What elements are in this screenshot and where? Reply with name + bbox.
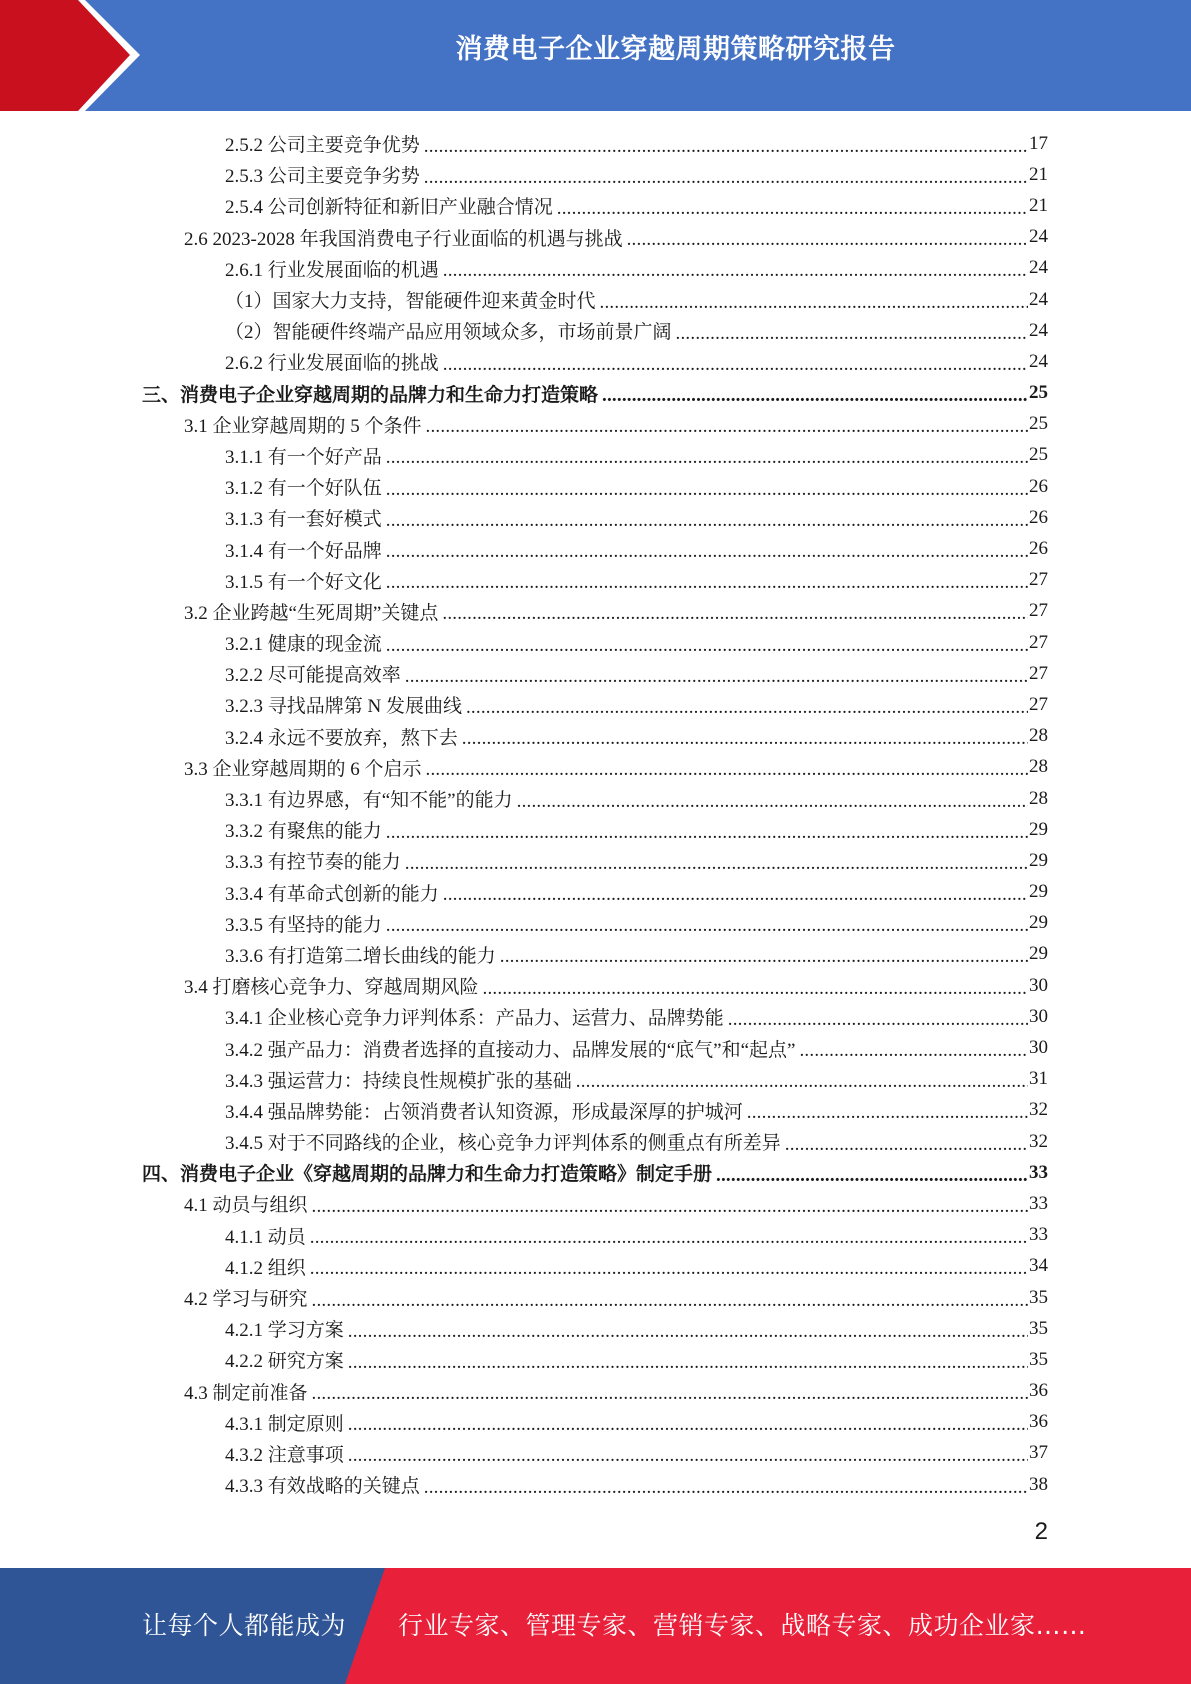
toc-entry-label: 3.3.3 有控节奏的能力 <box>225 852 401 874</box>
toc-entry[interactable] <box>0 1282 1191 1313</box>
toc-leader-dots <box>716 1165 1028 1187</box>
toc-entry-page: 21 <box>1029 194 1048 216</box>
toc-entry-page: 36 <box>1029 1411 1048 1433</box>
toc-leader-dots <box>500 946 1028 968</box>
toc-leader-dots <box>462 728 1028 750</box>
toc-entry-label: 3.3.5 有坚持的能力 <box>225 914 382 936</box>
toc-leader-dots <box>627 229 1028 251</box>
toc-entry[interactable] <box>0 533 1191 564</box>
toc-entry-label: 4.3.2 注意事项 <box>225 1444 344 1466</box>
toc-leader-dots <box>386 510 1028 532</box>
toc-entry-page: 28 <box>1029 725 1048 747</box>
toc-leader-dots <box>424 1477 1028 1499</box>
toc-entry-label: 4.1 动员与组织 <box>184 1195 308 1217</box>
toc-entry[interactable] <box>0 1438 1191 1469</box>
toc-entry-label: 3.3.2 有聚焦的能力 <box>225 821 382 843</box>
toc-entry-label: 2.5.3 公司主要竞争劣势 <box>225 166 420 188</box>
toc-entry-label: （2）智能硬件终端产品应用领域众多，市场前景广阔 <box>225 322 672 344</box>
toc-entry-page: 35 <box>1029 1286 1048 1308</box>
toc-entry-page: 21 <box>1029 163 1048 185</box>
toc-leader-dots <box>348 1352 1028 1374</box>
toc-entry[interactable] <box>0 315 1191 346</box>
toc-leader-dots <box>348 1445 1028 1467</box>
toc-entry-label: 3.4.3 强运营力：持续良性规模扩张的基础 <box>225 1070 572 1092</box>
toc-entry-page: 34 <box>1029 1255 1048 1277</box>
toc-entry-label: 2.5.2 公司主要竞争优势 <box>225 135 420 157</box>
toc-entry-page: 29 <box>1029 881 1048 903</box>
toc-entry-label: 2.5.4 公司创新特征和新旧产业融合情况 <box>225 197 553 219</box>
page-number: 2 <box>1034 1518 1048 1545</box>
page-footer <box>0 1568 1191 1684</box>
toc-entry-label: 4.3 制定前准备 <box>184 1382 308 1404</box>
toc-entry-page: 32 <box>1029 1130 1048 1152</box>
toc-entry[interactable] <box>0 128 1191 159</box>
toc-leader-dots <box>312 1383 1028 1405</box>
toc-entry-label: 3.1.3 有一套好模式 <box>225 509 382 531</box>
toc-entry-label: 3.3.6 有打造第二增长曲线的能力 <box>225 945 496 967</box>
toc-entry[interactable] <box>0 908 1191 939</box>
toc-entry-label: 3.1 企业穿越周期的 5 个条件 <box>184 415 422 437</box>
toc-entry-label: 3.3.1 有边界感，有“知不能”的能力 <box>225 790 513 812</box>
toc-entry[interactable] <box>0 159 1191 190</box>
toc-entry[interactable] <box>0 658 1191 689</box>
toc-leader-dots <box>405 853 1028 875</box>
toc-entry-label: 3.3.4 有革命式创新的能力 <box>225 883 439 905</box>
toc-entry-label: 4.2.2 研究方案 <box>225 1351 344 1373</box>
toc-leader-dots <box>386 822 1028 844</box>
toc-entry[interactable] <box>0 440 1191 471</box>
toc-entry-page: 35 <box>1029 1317 1048 1339</box>
toc-entry-page: 25 <box>1029 382 1048 404</box>
toc-entry-page: 25 <box>1029 444 1048 466</box>
toc-entry[interactable] <box>0 1032 1191 1063</box>
toc-entry[interactable] <box>0 1313 1191 1344</box>
toc-entry-page: 27 <box>1029 631 1048 653</box>
toc-entry-page: 29 <box>1029 943 1048 965</box>
toc-leader-dots <box>517 791 1028 813</box>
toc-entry-label: 3.4.1 企业核心竞争力评判体系：产品力、运营力、品牌势能 <box>225 1008 724 1030</box>
page-header <box>0 0 1191 111</box>
toc-entry-page: 28 <box>1029 787 1048 809</box>
toc-leader-dots <box>386 447 1028 469</box>
toc-entry[interactable] <box>0 1376 1191 1407</box>
toc-leader-dots <box>386 635 1028 657</box>
toc-entry-label: 4.3.3 有效战略的关键点 <box>225 1476 420 1498</box>
toc-entry[interactable] <box>0 222 1191 253</box>
toc-entry-page: 30 <box>1029 1037 1048 1059</box>
toc-entry[interactable] <box>0 1344 1191 1375</box>
toc-entry-page: 24 <box>1029 226 1048 248</box>
toc-leader-dots <box>405 666 1028 688</box>
toc-entry-page: 27 <box>1029 569 1048 591</box>
toc-entry-label: 3.1.1 有一个好产品 <box>225 446 382 468</box>
toc-entry-page: 27 <box>1029 662 1048 684</box>
toc-entry-page: 32 <box>1029 1099 1048 1121</box>
toc-entry-label: 3.2.1 健康的现金流 <box>225 634 382 656</box>
toc-entry[interactable] <box>0 627 1191 658</box>
toc-leader-dots <box>426 416 1028 438</box>
toc-entry-page: 26 <box>1029 506 1048 528</box>
toc-entry[interactable] <box>0 502 1191 533</box>
toc-entry[interactable] <box>0 471 1191 502</box>
toc-entry-page: 33 <box>1029 1192 1048 1214</box>
toc-leader-dots <box>799 1040 1028 1062</box>
toc-leader-dots <box>386 479 1028 501</box>
toc-entry-label: 3.2 企业跨越“生死周期”关键点 <box>184 602 439 624</box>
toc-leader-dots <box>426 759 1028 781</box>
toc-entry[interactable] <box>0 284 1191 315</box>
toc-entry[interactable] <box>0 689 1191 720</box>
toc-leader-dots <box>785 1134 1028 1156</box>
toc-leader-dots <box>312 1290 1028 1312</box>
toc-entry-label: 3.2.2 尽可能提高效率 <box>225 665 401 687</box>
footer-slogan-left: 让每个人都能成为 <box>142 1611 347 1640</box>
toc-entry[interactable] <box>0 1220 1191 1251</box>
toc-entry-label: 四、消费电子企业《穿越周期的品牌力和生命力打造策略》制定手册 <box>142 1164 713 1186</box>
toc-entry-page: 24 <box>1029 257 1048 279</box>
report-title: 消费电子企业穿越周期策略研究报告 <box>455 34 896 65</box>
toc-leader-dots <box>747 1102 1028 1124</box>
toc-leader-dots <box>557 198 1028 220</box>
toc-entry[interactable] <box>0 877 1191 908</box>
toc-leader-dots <box>443 354 1028 376</box>
toc-entry-page: 38 <box>1029 1473 1048 1495</box>
toc-entry[interactable] <box>0 190 1191 221</box>
toc-entry-label: 4.1.2 组织 <box>225 1257 306 1279</box>
toc-entry-label: 2.6.1 行业发展面临的机遇 <box>225 259 439 281</box>
toc-entry[interactable] <box>0 596 1191 627</box>
toc-leader-dots <box>728 1009 1028 1031</box>
toc-entry[interactable] <box>0 783 1191 814</box>
toc-entry[interactable] <box>0 721 1191 752</box>
toc-entry-page: 27 <box>1029 600 1048 622</box>
toc-leader-dots <box>443 260 1028 282</box>
toc-entry-label: 3.3 企业穿越周期的 6 个启示 <box>184 758 422 780</box>
toc-entry-label: 3.2.3 寻找品牌第 N 发展曲线 <box>225 696 462 718</box>
toc-entry-label: 2.6.2 行业发展面临的挑战 <box>225 353 439 375</box>
toc-entry[interactable] <box>0 1001 1191 1032</box>
toc-entry[interactable] <box>0 1095 1191 1126</box>
toc-entry-label: 3.2.4 永远不要放弃，熬下去 <box>225 727 458 749</box>
toc-entry[interactable] <box>0 409 1191 440</box>
toc-entry-label: 4.2 学习与研究 <box>184 1289 308 1311</box>
toc-entry[interactable] <box>0 378 1191 409</box>
toc-entry-page: 36 <box>1029 1380 1048 1402</box>
toc-entry[interactable] <box>0 752 1191 783</box>
toc-entry-label: 4.3.1 制定原则 <box>225 1413 344 1435</box>
toc-entry[interactable] <box>0 1157 1191 1188</box>
toc-entry-page: 29 <box>1029 912 1048 934</box>
toc-entry-page: 26 <box>1029 475 1048 497</box>
toc-leader-dots <box>348 1414 1028 1436</box>
toc-entry-page: 17 <box>1029 132 1048 154</box>
toc-leader-dots <box>442 603 1028 625</box>
toc-entry-page: 27 <box>1029 693 1048 715</box>
toc-leader-dots <box>310 1258 1028 1280</box>
toc-entry-label: 3.4 打磨核心竞争力、穿越周期风险 <box>184 977 479 999</box>
toc-entry-page: 24 <box>1029 350 1048 372</box>
toc-entry-page: 30 <box>1029 1005 1048 1027</box>
toc-entry[interactable] <box>0 1407 1191 1438</box>
toc-entry-page: 35 <box>1029 1348 1048 1370</box>
toc-entry[interactable] <box>0 253 1191 284</box>
toc-leader-dots <box>424 136 1028 158</box>
toc-entry-label: 3.1.4 有一个好品牌 <box>225 540 382 562</box>
toc-entry[interactable] <box>0 565 1191 596</box>
table-of-contents <box>0 128 1191 1500</box>
toc-entry[interactable] <box>0 1188 1191 1219</box>
toc-entry-page: 29 <box>1029 849 1048 871</box>
toc-entry-page: 30 <box>1029 974 1048 996</box>
toc-leader-dots <box>466 697 1028 719</box>
toc-entry-label: 4.2.1 学习方案 <box>225 1320 344 1342</box>
toc-entry-label: 3.1.2 有一个好队伍 <box>225 478 382 500</box>
toc-leader-dots <box>386 915 1028 937</box>
toc-leader-dots <box>386 541 1028 563</box>
toc-leader-dots <box>443 884 1028 906</box>
toc-entry-label: 3.4.5 对于不同路线的企业，核心竞争力评判体系的侧重点有所差异 <box>225 1133 781 1155</box>
toc-entry-label: 三、消费电子企业穿越周期的品牌力和生命力打造策略 <box>142 384 599 406</box>
toc-leader-dots <box>312 1196 1028 1218</box>
toc-entry-label: 4.1.1 动员 <box>225 1226 306 1248</box>
toc-entry-page: 24 <box>1029 319 1048 341</box>
toc-entry[interactable] <box>0 939 1191 970</box>
toc-leader-dots <box>676 323 1028 345</box>
toc-entry-label: 3.1.5 有一个好文化 <box>225 571 382 593</box>
toc-leader-dots <box>310 1227 1028 1249</box>
toc-entry-page: 33 <box>1029 1161 1048 1183</box>
toc-leader-dots <box>348 1321 1028 1343</box>
toc-leader-dots <box>600 292 1028 314</box>
toc-entry-page: 29 <box>1029 818 1048 840</box>
toc-entry-page: 28 <box>1029 756 1048 778</box>
toc-leader-dots <box>424 167 1028 189</box>
toc-leader-dots <box>386 572 1028 594</box>
toc-leader-dots <box>602 385 1028 407</box>
toc-entry[interactable] <box>0 845 1191 876</box>
toc-entry[interactable] <box>0 970 1191 1001</box>
toc-entry-page: 31 <box>1029 1068 1048 1090</box>
toc-entry-page: 26 <box>1029 538 1048 560</box>
footer-slogan-right: 行业专家、管理专家、营销专家、战略专家、成功企业家…… <box>398 1611 1087 1640</box>
toc-entry-label: 3.4.4 强品牌势能：占领消费者认知资源，形成最深厚的护城河 <box>225 1101 743 1123</box>
toc-leader-dots <box>576 1071 1028 1093</box>
toc-leader-dots <box>483 978 1028 1000</box>
toc-entry[interactable] <box>0 1469 1191 1500</box>
toc-entry[interactable] <box>0 1064 1191 1095</box>
toc-entry[interactable] <box>0 1251 1191 1282</box>
toc-entry-label: 2.6 2023-2028 年我国消费电子行业面临的机遇与挑战 <box>184 228 623 250</box>
toc-entry[interactable] <box>0 814 1191 845</box>
toc-entry[interactable] <box>0 1126 1191 1157</box>
toc-entry-page: 37 <box>1029 1442 1048 1464</box>
toc-entry-page: 24 <box>1029 288 1048 310</box>
toc-entry-page: 25 <box>1029 413 1048 435</box>
toc-entry[interactable] <box>0 346 1191 377</box>
toc-entry-page: 33 <box>1029 1224 1048 1246</box>
toc-entry-label: （1）国家大力支持，智能硬件迎来黄金时代 <box>225 291 596 313</box>
toc-entry-label: 3.4.2 强产品力：消费者选择的直接动力、品牌发展的“底气”和“起点” <box>225 1039 796 1061</box>
